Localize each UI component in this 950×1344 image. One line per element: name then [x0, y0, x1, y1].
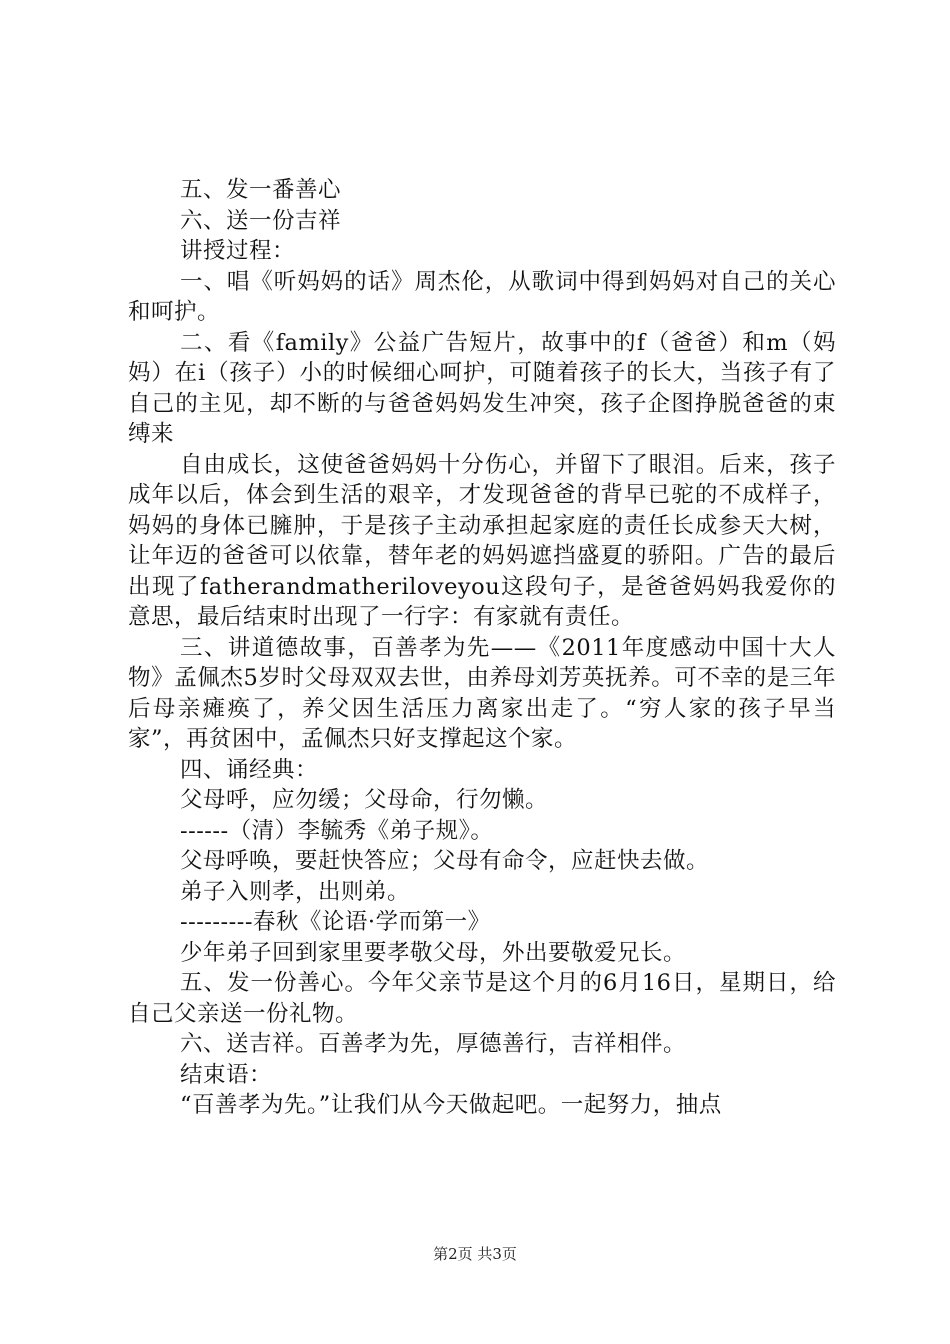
paragraph: 五、发一份善心。今年父亲节是这个月的6月16日，星期日，给自己父亲送一份礼物。 [128, 970, 836, 1027]
paragraph: “百善孝为先。”让我们从今天做起吧。一起努力，抽点 [180, 1092, 722, 1118]
page-number-label: 第2页 共3页 [433, 1245, 517, 1263]
paragraph: 弟子入则孝，出则弟。 [180, 878, 411, 905]
paragraph: 六、送吉祥。百善孝为先，厚德善行，吉祥相伴。 [180, 1031, 687, 1057]
paragraph: 一、唱《听妈妈的话》周杰伦，从歌词中得到妈妈对自己的关心和呵护。 [128, 268, 836, 325]
paragraph: 父母呼唤，要赶快答应；父母有命令，应赶快去做。 [180, 848, 710, 874]
paragraph: 自由成长，这使爸爸妈妈十分伤心，并留下了眼泪。后来，孩子成年以后，体会到生活的艰辛，才发现爸爸的背早已驼的不成样子，妈妈的身体已臃肿，于是孩子主动承担起家庭的责任长成参天大树，让年迈的爸爸可以依靠，替年老的妈妈遮挡盛夏的骄阳。广告的最后出现了fatherandmatheriloveyou这段句子，是爸爸妈妈我爱你的意思，最后结束时出现了一行字：有家就有责任。 [128, 451, 836, 630]
paragraph: ---------春秋《论语·学而第一》 [180, 909, 491, 935]
paragraph: ------（清）李毓秀《弟子规》。 [180, 817, 494, 844]
paragraph: 讲授过程： [180, 238, 296, 264]
paragraph: 父母呼，应勿缓；父母命，行勿懒。 [180, 787, 549, 813]
paragraph: 五、发一番善心 [180, 177, 342, 203]
paragraph: 结束语： [180, 1061, 273, 1088]
paragraph: 六、送一份吉祥 [180, 207, 342, 234]
paragraph: 三、讲道德故事，百善孝为先——《2011年度感动中国十大人物》孟佩杰5岁时父母双双去世，由养母刘芳英抚养。可不幸的是三年后母亲瘫痪了，养父因生活压力离家出走了。“穷人家的孩子早当家”，再贫困中，孟佩杰只好支撑起这个家。 [128, 634, 836, 752]
page-footer [0, 1243, 950, 1264]
body-text [128, 175, 836, 1121]
paragraph: 少年弟子回到家里要孝敬父母，外出要敬爱兄长。 [180, 939, 687, 966]
paragraph: 四、诵经典： [180, 756, 319, 783]
paragraph: 二、看《family》公益广告短片，故事中的f（爸爸）和m（妈妈）在i（孩子）小的时候细心呵护，可随着孩子的长大，当孩子有了自己的主见，却不断的与爸爸妈妈发生冲突，孩子企图挣脱爸爸的束缚来 [128, 329, 836, 447]
